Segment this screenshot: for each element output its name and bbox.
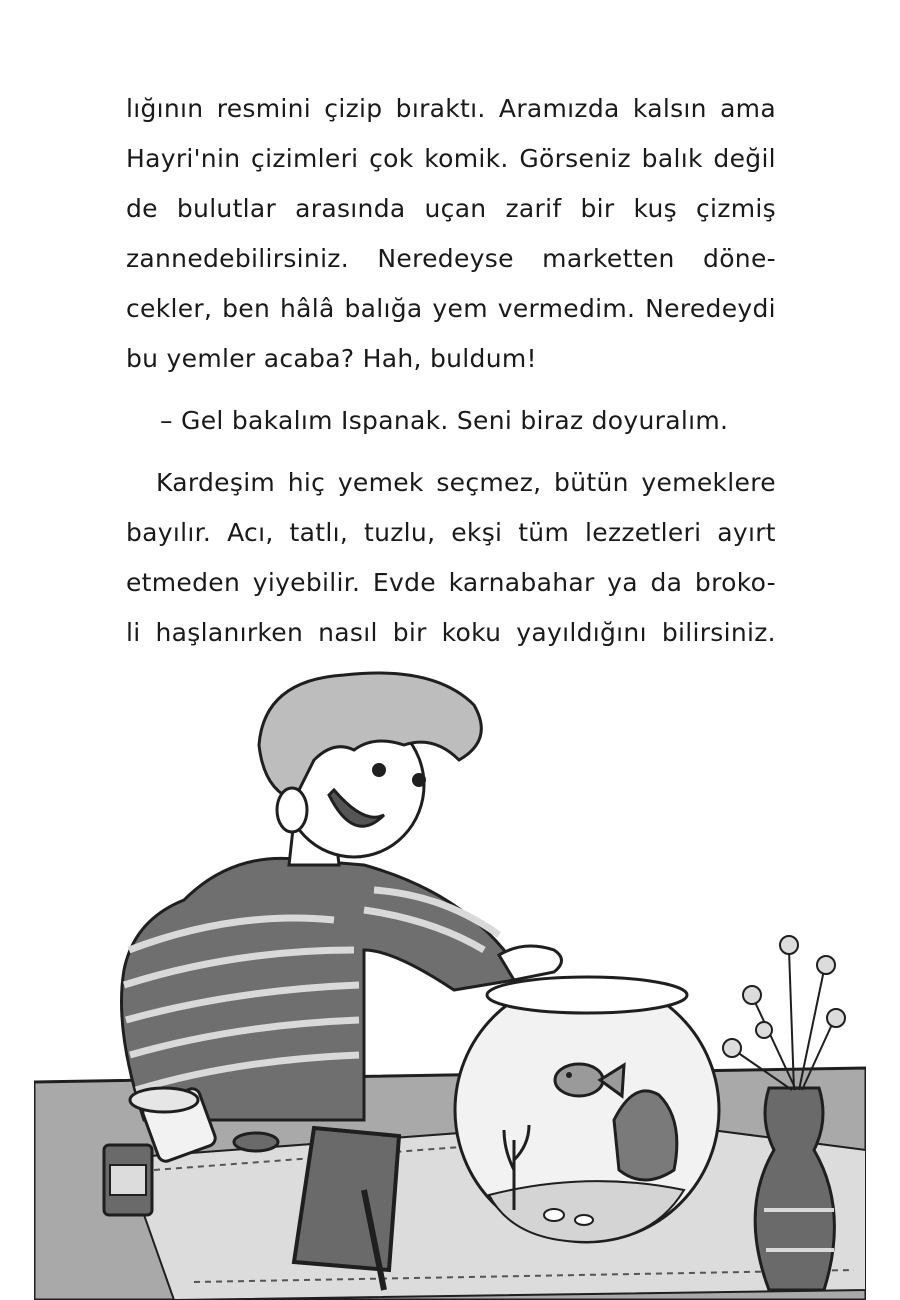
boy-feeding-fish-illustration [34, 650, 866, 1300]
jar-lid [234, 1133, 278, 1151]
fishbowl [455, 977, 719, 1242]
paragraph-line: bayılır. Acı, tatlı, tuzlu, ekşi tüm lezzetleri ayırt [126, 518, 776, 547]
paragraph-line: lığının resmini çizip bıraktı. Aramızda kalsın ama [126, 94, 776, 123]
paragraph-line: li haşlanırken nasıl bir koku yayıldığını bilirsiniz. [126, 618, 776, 647]
text-block [126, 84, 776, 658]
dialogue-line: – Gel bakalım Ispanak. Seni biraz doyuralım. [160, 406, 729, 435]
paragraph-line: zannedebilirsiniz. Neredeyse marketten döne- [126, 244, 776, 273]
paragraph-line: Hayri'nin çizimleri çok komik. Görseniz balık değil [126, 144, 776, 173]
paragraph-line: bu yemler acaba? Hah, buldum! [126, 344, 537, 373]
paragraph-line: etmeden yiyebilir. Evde karnabahar ya da broko- [126, 568, 776, 597]
paragraph-line: Kardeşim hiç yemek seçmez, bütün yemeklere [156, 468, 776, 497]
paragraph-line: de bulutlar arasında uçan zarif bir kuş çizmiş [126, 194, 776, 223]
picture-frame [294, 1128, 399, 1270]
paragraph-line: cekler, ben hâlâ balığa yem vermedim. Neredeydi [126, 294, 776, 323]
